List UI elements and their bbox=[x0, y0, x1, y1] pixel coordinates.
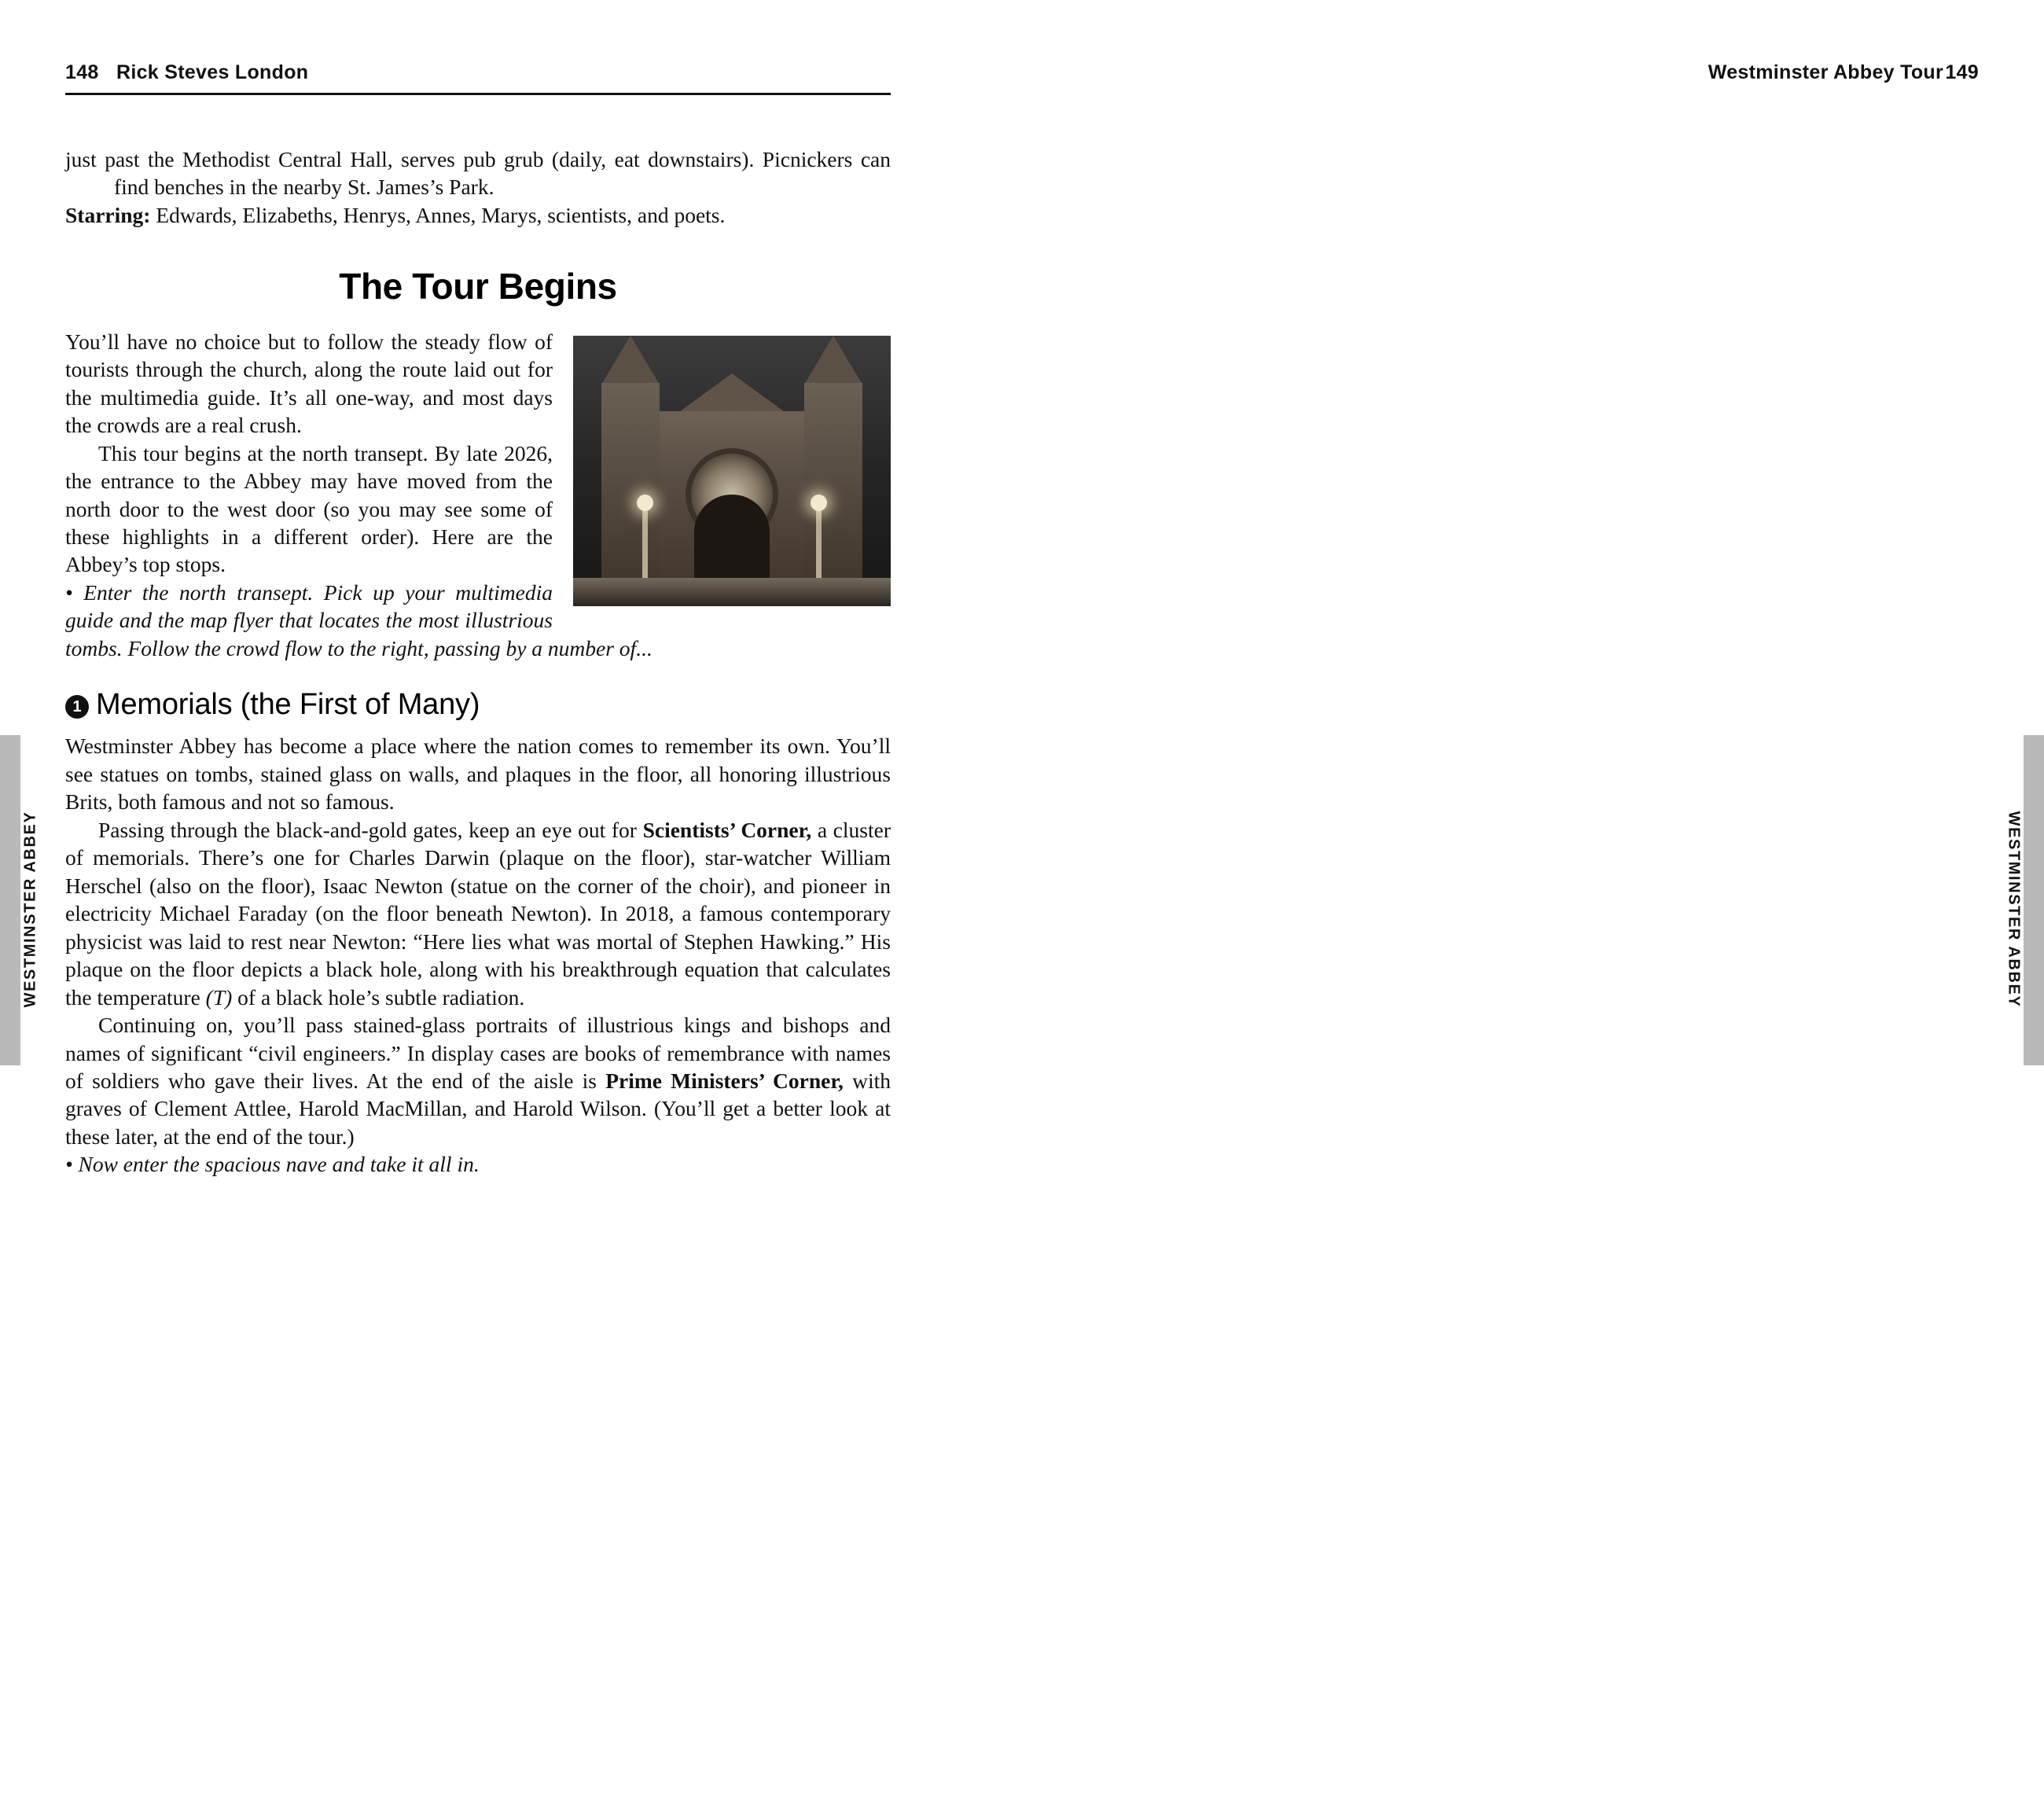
p4-part-a: Passing through the black-and-gold gates, keep an eye out for bbox=[98, 817, 643, 842]
side-tab-label-left: WESTMINSTER ABBEY bbox=[21, 811, 39, 1008]
right-page bbox=[1022, 0, 2044, 1817]
starring-label: Starring: bbox=[65, 202, 151, 227]
p4-equation-T: (T) bbox=[205, 984, 233, 1010]
paragraph-3: Westminster Abbey has become a place where the nation comes to remember its own. You’ll see statues on tombs, stained glass on walls, and plaques in the floor, all honoring illustrious Brits, both famous and not so famous. bbox=[65, 734, 891, 815]
photo-spire-right bbox=[804, 336, 862, 384]
photo-lamp-left bbox=[642, 507, 648, 579]
heading-number-badge: 1 bbox=[65, 695, 89, 719]
abbey-facade-photo bbox=[573, 336, 891, 606]
p4-part-e: of a black hole’s subtle radiation. bbox=[232, 984, 525, 1010]
photo-steps bbox=[573, 578, 891, 606]
bullet-instruction-2: • Now enter the spacious nave and take it all in. bbox=[65, 1152, 480, 1177]
p5-prime-ministers-corner: Prime Ministers’ Corner, bbox=[605, 1068, 844, 1093]
photo-main-door bbox=[694, 495, 770, 579]
page-number-left: 148 bbox=[65, 61, 99, 83]
side-tab-right bbox=[2024, 735, 2044, 1065]
starring-line bbox=[65, 201, 891, 229]
paragraph-2: This tour begins at the north transept. By late 2026, the entrance to the Abbey may have moved from the north door to the west door (so you may see some of these highlights in a different order). Here are the Abbey’s top stops. bbox=[65, 440, 553, 577]
bullet-instruction-1: • Enter the north transept. Pick up your multimedia guide and the map flyer that locates the most illustrious tombs. Follow the crowd flow to the right, passing by a number of... bbox=[65, 579, 653, 660]
paragraph-1: You’ll have no choice but to follow the steady flow of tourists through the church, along the route laid out for the multimedia guide. It’s all one-way, and most days the crowds are a real crush. bbox=[65, 329, 553, 438]
p5-part-a: Continuing on, you’ll pass stained-glass portraits of illustrious kings and bishops and names of significant “civil engineers.” In display cases are books of remembrance with names of soldiers who gave their lives. At the end of the aisle is bbox=[65, 1013, 891, 1093]
starring-text: Edwards, Elizabeths, Henrys, Annes, Marys, scientists, and poets. bbox=[150, 202, 726, 227]
side-tab-label-right: WESTMINSTER ABBEY bbox=[2005, 811, 2023, 1008]
p5-part-c: with graves of Clement Attlee, Harold MacMillan, and Harold Wilson. (You’ll get a better look at these later, at the end of the tour.) bbox=[65, 1068, 891, 1149]
photo-tower-right bbox=[804, 383, 862, 579]
photo-lamp-right bbox=[816, 507, 822, 579]
section-heading-tour-begins: The Tour Begins bbox=[339, 266, 617, 307]
p4-scientists-corner: Scientists’ Corner, bbox=[642, 817, 812, 842]
left-column-body bbox=[65, 145, 891, 1179]
header-rule-left bbox=[65, 93, 891, 95]
p4-part-c: a cluster of memorials. There’s one for Charles Darwin (plaque on the floor), star-watcher William Herschel (also on the floor), Isaac Newton (statue on the corner of the choir), and pioneer in electricity Michael Faraday (on the floor beneath Newton). In 2018, a famous contemporary physicist was laid to rest near Newton: “Here lies what was mortal of Stephen Hawking.” His plaque on the floor depicts a black hole, along with his breakthrough equation that calculates the temperature bbox=[65, 817, 891, 1010]
side-tab-left bbox=[0, 735, 20, 1065]
paragraph-5 bbox=[65, 1011, 891, 1150]
running-head-left: Rick Steves London bbox=[116, 61, 309, 83]
subsection-heading-memorials bbox=[65, 686, 891, 724]
photo-tower-left bbox=[601, 383, 660, 579]
heading-memorials-text: Memorials (the First of Many) bbox=[96, 688, 480, 722]
page-number-right: 149 bbox=[1945, 61, 1979, 83]
running-head-right: Westminster Abbey Tour bbox=[1708, 61, 1943, 83]
paragraph-continued: just past the Methodist Central Hall, serves pub grub (daily, eat downstairs). Picnickers can find benches in the nearby St. James’s Park. bbox=[65, 147, 891, 200]
photo-spire-left bbox=[601, 336, 660, 384]
paragraph-4 bbox=[65, 816, 891, 1011]
